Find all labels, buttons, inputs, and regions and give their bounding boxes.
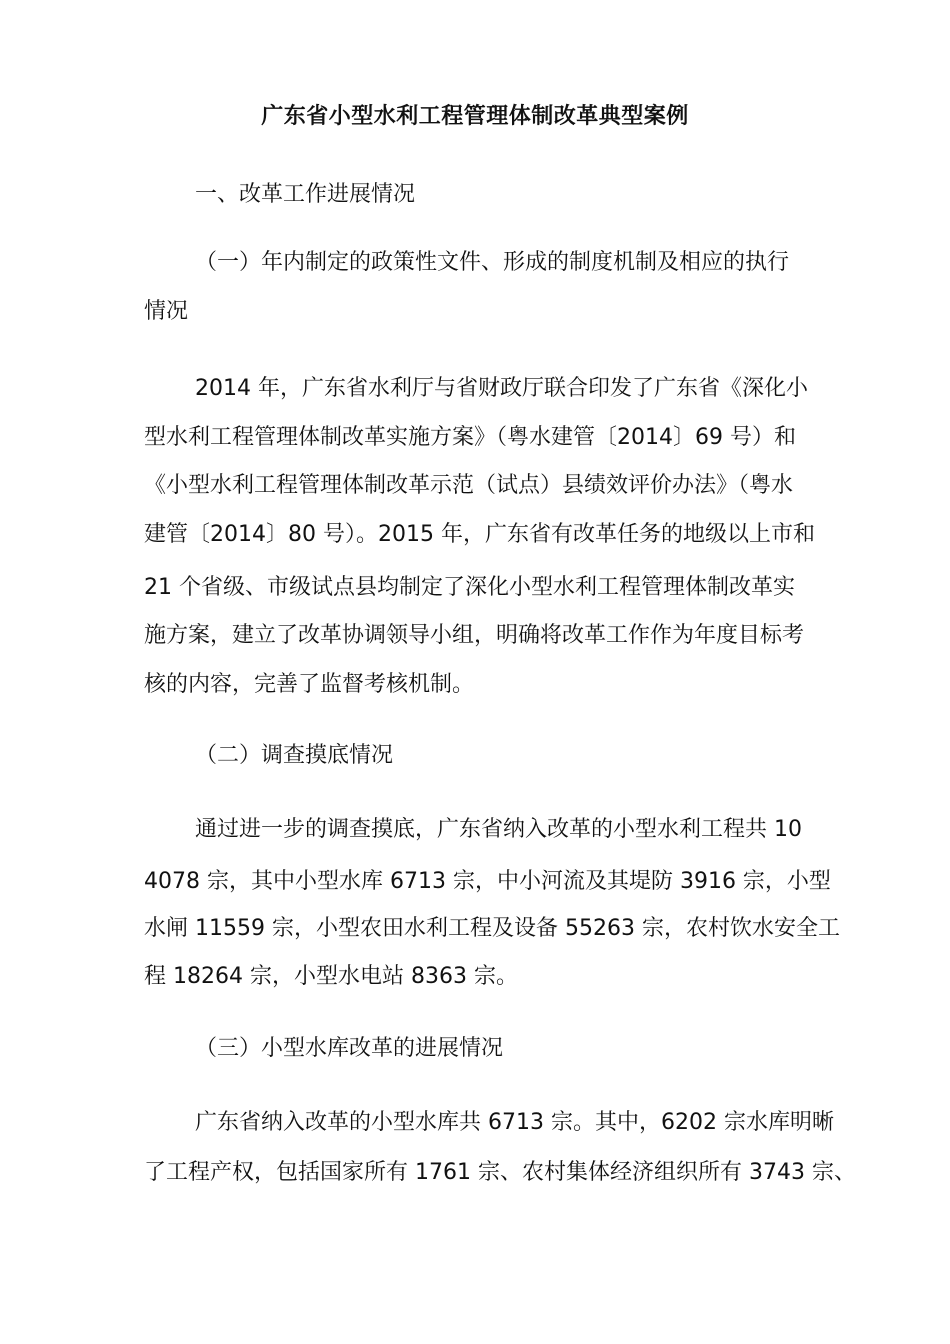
- document-title: 广东省小型水利工程管理体制改革典型案例: [261, 104, 689, 129]
- paragraph-1-line-1: 2014 年，广东省水利厅与省财政厅联合印发了广东省《深化小: [195, 376, 808, 401]
- subheading-2: （二）调查摸底情况: [195, 743, 394, 768]
- section-heading-1: 一、改革工作进展情况: [195, 182, 416, 207]
- paragraph-1-line-6: 施方案，建立了改革协调领导小组，明确将改革工作作为年度目标考: [144, 623, 805, 648]
- paragraph-1-line-4: 建管〔2014〕80 号）。2015 年，广东省有改革任务的地级以上市和: [144, 522, 815, 547]
- paragraph-1-line-5: 21 个省级、市级试点县均制定了深化小型水利工程管理体制改革实: [144, 575, 795, 600]
- subheading-3: （三）小型水库改革的进展情况: [195, 1036, 504, 1061]
- paragraph-2-line-3: 水闸 11559 宗，小型农田水利工程及设备 55263 宗，农村饮水安全工: [144, 916, 840, 941]
- paragraph-3-line-2: 了工程产权，包括国家所有 1761 宗、农村集体经济组织所有 3743 宗、: [144, 1160, 856, 1185]
- paragraph-3-line-1: 广东省纳入改革的小型水库共 6713 宗。其中，6202 宗水库明晰: [195, 1110, 834, 1135]
- paragraph-1-line-7: 核的内容，完善了监督考核机制。: [144, 672, 475, 697]
- subheading-1-line-2: 情况: [144, 299, 189, 324]
- paragraph-1-line-3: 《小型水利工程管理体制改革示范（试点）县绩效评价办法》（粤水: [144, 473, 794, 498]
- subheading-1-line-1: （一）年内制定的政策性文件、形成的制度机制及相应的执行: [195, 250, 790, 275]
- paragraph-2-line-2: 4078 宗，其中小型水库 6713 宗，中小河流及其堤防 3916 宗，小型: [144, 869, 831, 894]
- paragraph-2-line-1: 通过进一步的调查摸底，广东省纳入改革的小型水利工程共 10: [195, 817, 802, 842]
- paragraph-2-line-4: 程 18264 宗，小型水电站 8363 宗。: [144, 964, 518, 989]
- paragraph-1-line-2: 型水利工程管理体制改革实施方案》（粤水建管〔2014〕69 号）和: [144, 425, 796, 450]
